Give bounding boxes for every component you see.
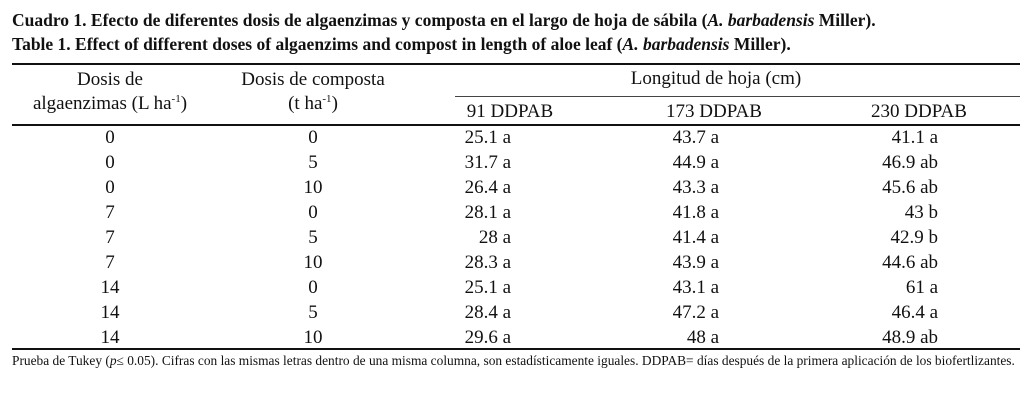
cell-230-ddpab: 46.9 ab bbox=[882, 152, 938, 173]
cell-algaenzimas: 7 bbox=[105, 227, 115, 248]
cell-230-ddpab: 48.9 ab bbox=[882, 327, 938, 348]
cell-230-ddpab: 42.9 b bbox=[890, 227, 938, 248]
cell-91-ddpab: 25.1 a bbox=[464, 277, 511, 298]
cell-algaenzimas: 14 bbox=[100, 327, 120, 348]
header-composta: Dosis de composta (t $ha^{-1}$) bbox=[241, 69, 385, 114]
cell-173-ddpab: 41.4 a bbox=[672, 227, 719, 248]
cell-230-ddpab: 43 b bbox=[904, 202, 938, 223]
cell-91-ddpab: 28.1 a bbox=[464, 202, 511, 223]
cell-composta: 5 bbox=[308, 152, 318, 173]
cell-173-ddpab: 41.8 a bbox=[672, 202, 719, 223]
cell-230-ddpab: 45.6 ab bbox=[882, 177, 938, 198]
cell-230-ddpab: 46.4 a bbox=[891, 302, 938, 323]
cell-230-ddpab: 44.6 ab bbox=[882, 252, 938, 273]
cell-230-ddpab: 41.1 a bbox=[891, 127, 938, 148]
cell-230-ddpab: 61 a bbox=[905, 277, 938, 298]
top-rule bbox=[12, 63, 1020, 65]
header-230-ddpab: 230 DDPAB bbox=[871, 101, 967, 122]
cell-composta: 10 bbox=[303, 327, 323, 348]
cell-173-ddpab: 43.3 a bbox=[672, 177, 719, 198]
cell-91-ddpab: 28.4 a bbox=[464, 302, 511, 323]
caption-english: Table 1. Effect of different doses of algaenzims and compost in length of aloe leaf (A. barbadensis Miller). bbox=[12, 34, 791, 54]
header-longitud-hoja: Longitud de hoja (cm) bbox=[630, 68, 802, 89]
header-173-ddpab: 173 DDPAB bbox=[666, 101, 762, 122]
cell-173-ddpab: 44.9 a bbox=[672, 152, 719, 173]
cell-algaenzimas: 14 bbox=[100, 302, 120, 323]
cell-composta: 0 bbox=[308, 127, 318, 148]
cell-algaenzimas: 0 bbox=[105, 152, 115, 173]
cell-91-ddpab: 25.1 a bbox=[464, 127, 511, 148]
cell-algaenzimas: 7 bbox=[105, 252, 115, 273]
cell-algaenzimas: 0 bbox=[105, 177, 115, 198]
cell-algaenzimas: 14 bbox=[100, 277, 120, 298]
cell-173-ddpab: 43.1 a bbox=[672, 277, 719, 298]
cell-91-ddpab: 28 a bbox=[478, 227, 511, 248]
cell-composta: 0 bbox=[308, 202, 318, 223]
table-caption bbox=[12, 8, 1027, 56]
cell-91-ddpab: 31.7 a bbox=[464, 152, 511, 173]
table-footnote: Prueba de Tukey (p≤ 0.05). Cifras con las mismas letras dentro de una misma columna, son estadísticamente iguales. DDPAB= días después de la primera aplicación de los biofertlizantes. bbox=[12, 353, 1015, 368]
cell-173-ddpab: 43.9 a bbox=[672, 252, 719, 273]
cell-composta: 10 bbox=[303, 177, 323, 198]
p-symbol: p bbox=[109, 353, 117, 368]
cell-91-ddpab: 29.6 a bbox=[464, 327, 511, 348]
header-91-ddpab: 91 DDPAB bbox=[466, 101, 554, 122]
cell-algaenzimas: 0 bbox=[105, 127, 115, 148]
header-algaenzimas: Dosis de algaenzimas (L $ha^{-1}$) bbox=[32, 69, 188, 114]
cell-composta: 0 bbox=[308, 277, 318, 298]
caption-spanish: Cuadro 1. Efecto de diferentes dosis de algaenzimas y composta en el largo de hoja de sábila (A. barbadensis Miller). bbox=[12, 10, 876, 30]
cell-91-ddpab: 26.4 a bbox=[464, 177, 511, 198]
cell-173-ddpab: 48 a bbox=[686, 327, 719, 348]
cell-composta: 5 bbox=[308, 227, 318, 248]
cell-91-ddpab: 28.3 a bbox=[464, 252, 511, 273]
bottom-rule bbox=[12, 348, 1020, 350]
cell-173-ddpab: 47.2 a bbox=[672, 302, 719, 323]
cell-composta: 5 bbox=[308, 302, 318, 323]
cell-173-ddpab: 43.7 a bbox=[672, 127, 719, 148]
cell-algaenzimas: 7 bbox=[105, 202, 115, 223]
group-header-rule bbox=[455, 96, 1020, 97]
header-rule bbox=[12, 124, 1020, 126]
caption-english-species: A. barbadensis bbox=[622, 34, 730, 54]
caption-spanish-species: A. barbadensis bbox=[707, 10, 815, 30]
cell-composta: 10 bbox=[303, 252, 323, 273]
